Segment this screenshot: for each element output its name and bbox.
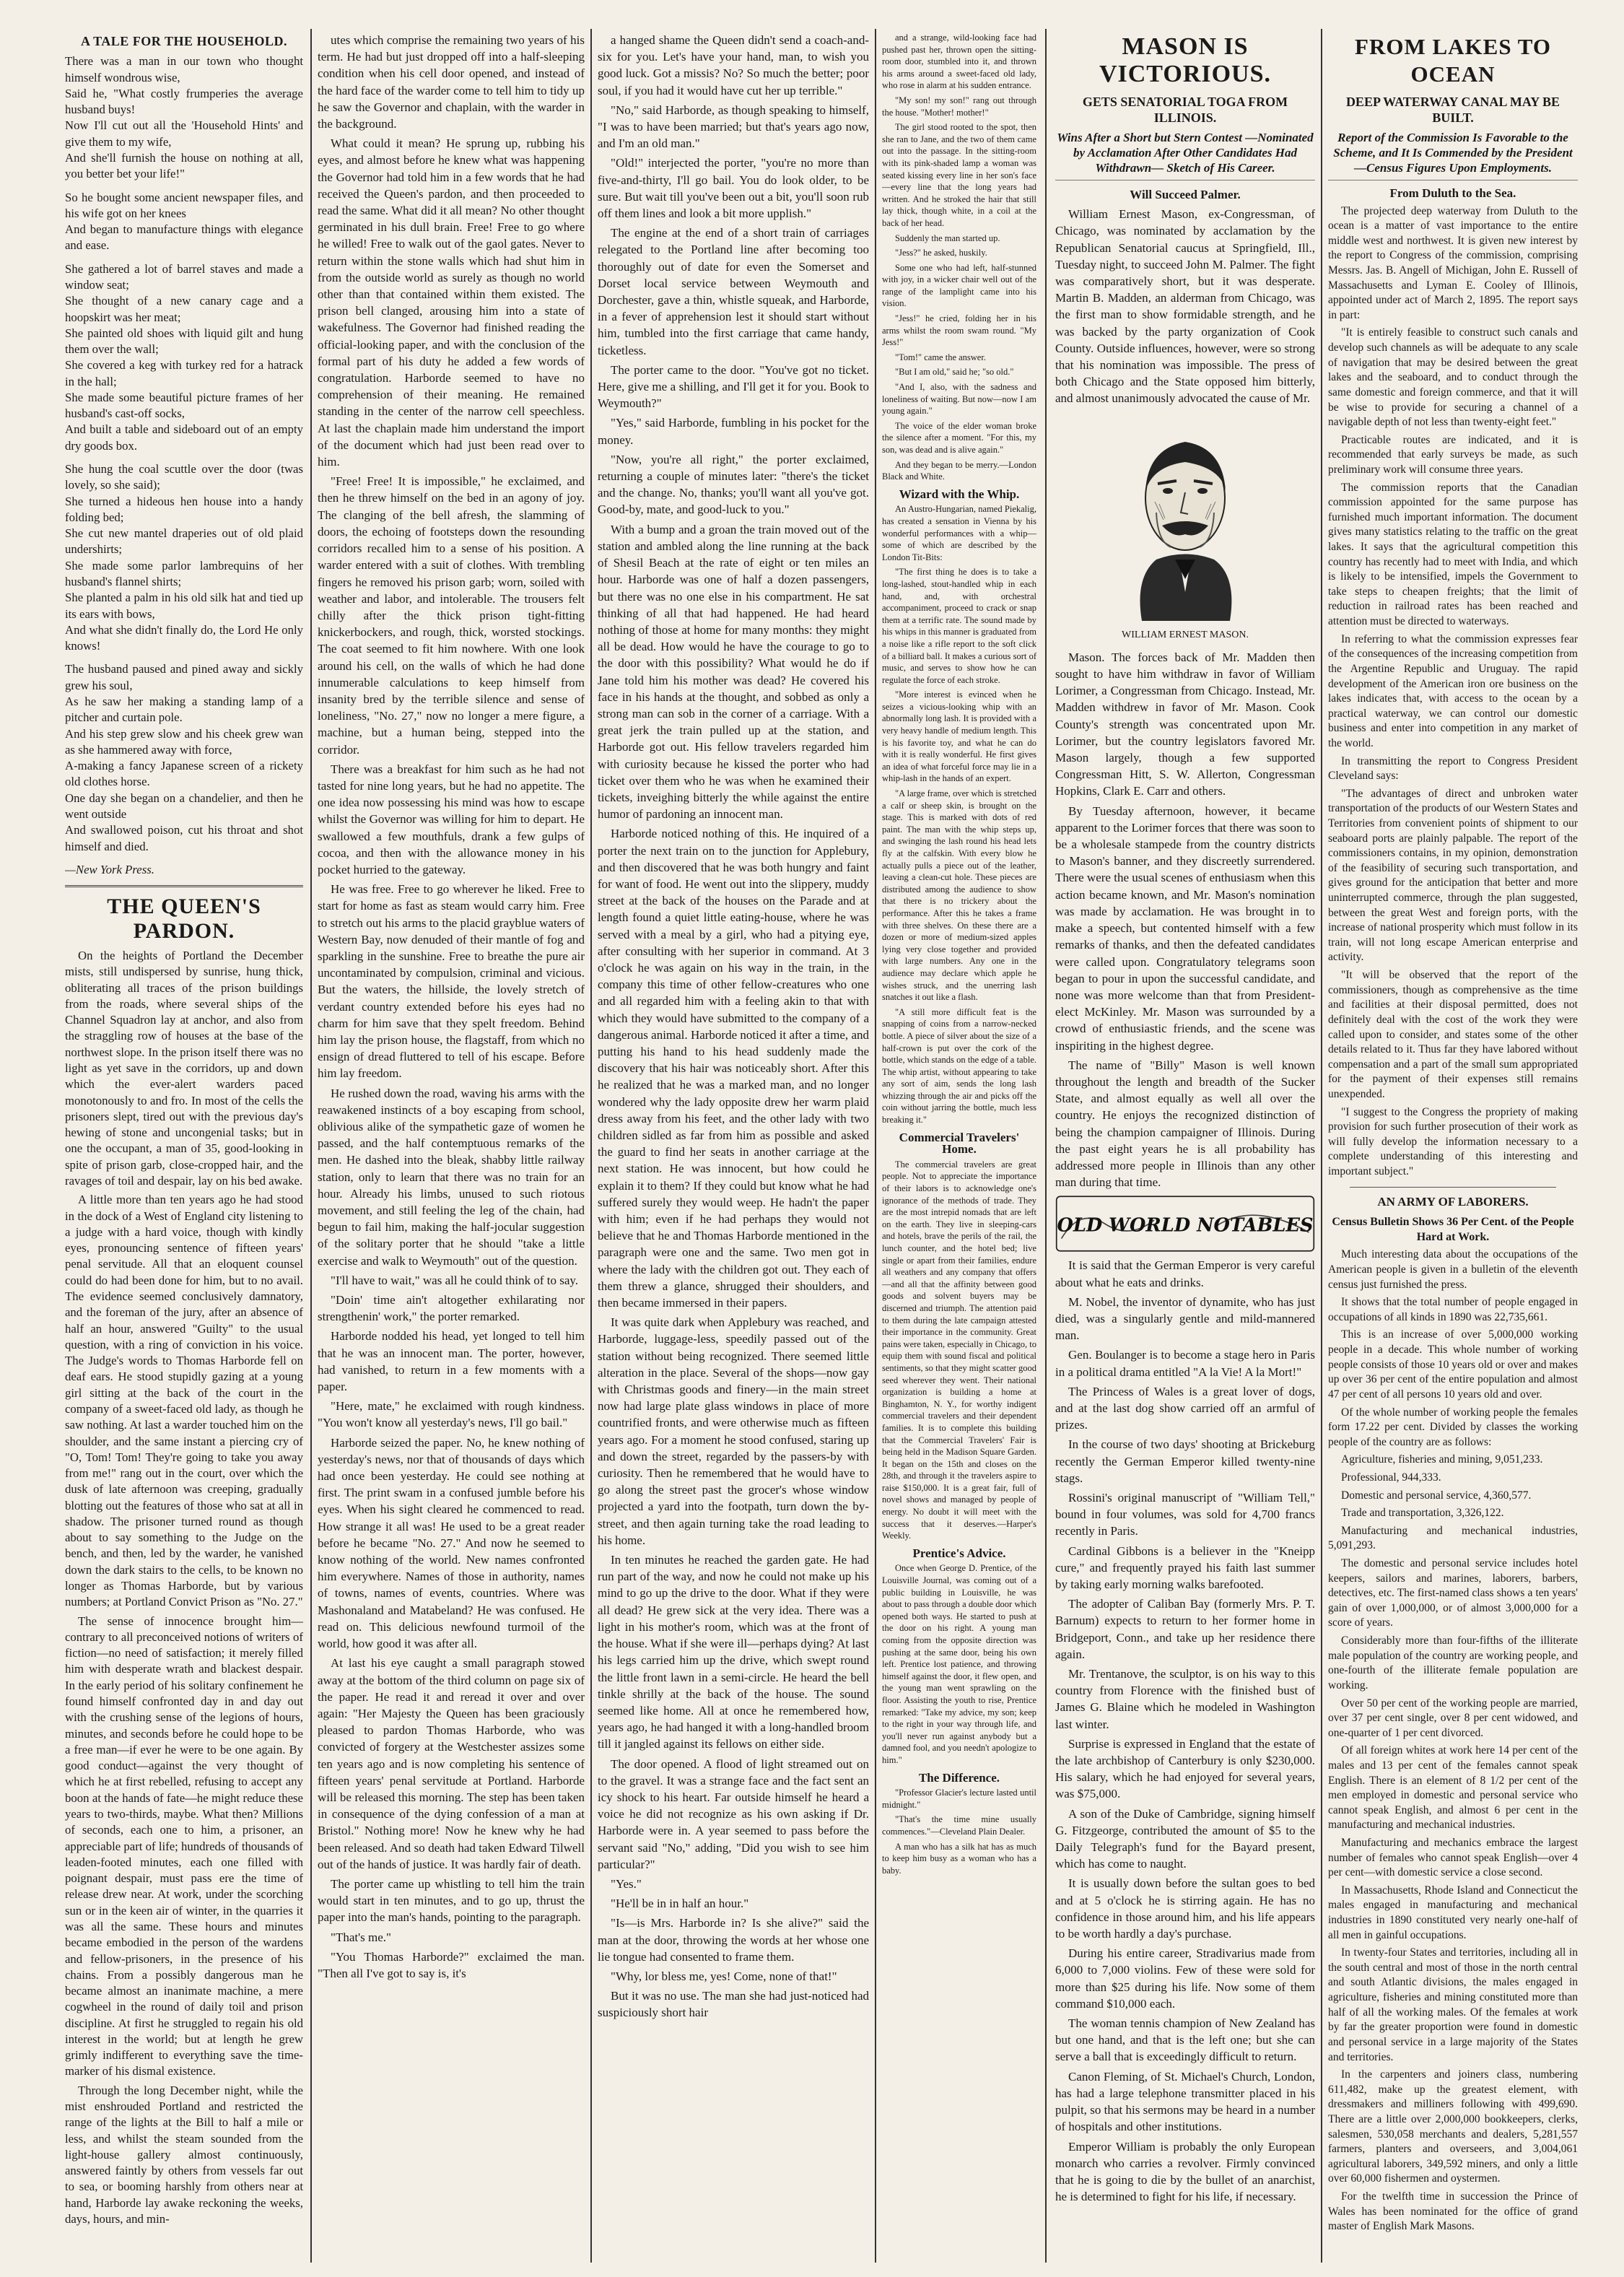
poem-line: She covered a keg with turkey red for a hatrack in the hall; <box>65 358 303 388</box>
paragraph: Manufacturing and mechanics embrace the largest number of females who cannot speak English—over 4 per cent—with domestic service a close second. <box>1328 1836 1578 1879</box>
prentice-body <box>882 1562 1036 1766</box>
paragraph: Some one who had left, half-stunned with joy, in a wicker chair well out of the range of the lamplight came into his vision. <box>882 262 1036 309</box>
paragraph: "No," said Harborde, as though speaking to himself, "I was to have been married; but that's years ago now, and I'm an old man." <box>598 103 869 151</box>
paragraph: In ten minutes he reached the garden gate. He had run part of the way, and now he could not make up his mind to go up the drive to the door. What if they were all dead? He grew sick at the very idea. There was a light in his mother's room, which was at the front of the house. What if she were ill—perhaps dying? At last his legs carried him up the drive, which swept round the little front lawn in a semi-circle. He heard the bell tinkle shrilly at the back of the house. The sound seemed like home. All at once he remembered how, years ago, he had hanged it with a long-handled broom till it jangled against its fellows on either side. <box>598 1553 869 1751</box>
paragraph: "And I, also, with the sadness and loneliness of waiting. But now—now I am young again." <box>882 382 1036 417</box>
poem-title: A TALE FOR THE HOUSEHOLD. <box>80 34 288 48</box>
poem-line: And what she didn't finally do, the Lord He only knows! <box>65 622 303 653</box>
column-6 <box>1328 32 1578 2260</box>
paragraph: "Professor Glacier's lecture lasted until midnight." <box>882 1788 1036 1810</box>
column-1 <box>65 32 303 2260</box>
notables-body <box>1055 1257 1315 2205</box>
notable-item: M. Nobel, the inventor of dynamite, who has just died, was a singularly gentle and mild-mannered man. <box>1055 1294 1315 1343</box>
poem-stanza <box>65 53 303 182</box>
paragraph: This is an increase of over 5,000,000 working people in a decade. This whole number of working people consists of those 10 years old or over and makes up over 36 per cent of the entire population and almost 47 per cent of all persons 10 years old and over. <box>1328 1328 1578 1401</box>
notable-item: The Princess of Wales is a great lover of dogs, and at the last dog show carried off an armful of prizes. <box>1055 1384 1315 1432</box>
notable-item: Mr. Trentanove, the sculptor, is on his way to this country from Florence with the finished bust of James G. Blaine which he modeled in Washington last winter. <box>1055 1667 1315 1731</box>
poem-line: She thought of a new canary cage and a hoopskirt was her meat; <box>65 294 303 324</box>
paragraph: "Doin' time ain't altogether exhilarating nor strengthenin' work," the porter remarked. <box>318 1293 585 1324</box>
paragraph: He rushed down the road, waving his arms with the reawakened instincts of a boy escaping from school, oblivious alike of the sympathetic gaze of women he passed, and the half contemptuous remarks of the men. He dashed into the bleak, shabby little railway station, only to learn that there was no train for an hour. Already his limbs, unused to such riotous movement, and still feeling the leg of the chain, had begun to fail him, making the half-jocular suggestion of the solitary porter that he should "take a little exercise and walk to Weymouth" out of the question. <box>318 1086 585 1268</box>
poem-line: She painted old shoes with liquid gilt and hung them over the wall; <box>65 326 303 357</box>
paragraph: "Jess?" he asked, huskily. <box>895 248 987 258</box>
paragraph: Once when George D. Prentice, of the Louisville Journal, was coming out of a public building in Louisville, he was about to pass through a double door which opened both ways. He started to push at the door on his right. A young man coming from the opposite direction was pushing at the same door, being his own left. Prentice lost patience, and throwing himself against the door, it flew open, and the young man went sprawling on the floor. Assisting the youth to rise, Prentice remarked: "Take my advice, my son; keep to the right in your way through life, and you'll never run against anybody but a damned fool, and you needn't apologize to him." <box>882 1563 1036 1765</box>
paragraph: "He'll be in in half an hour." <box>611 1897 749 1911</box>
story-title: THE QUEEN'S PARDON. <box>107 894 261 944</box>
paragraph: The porter came to the door. "You've got no ticket. Here, give me a shilling, and I'll get it for you. Book to Weymouth?" <box>598 362 869 411</box>
paragraph: By Tuesday afternoon, however, it became apparent to the Lorimer forces that there was soon to be a wholesale stampede from the country districts to Mason's banner, and they discreetly surrendered. There were the usual scenes of enthusiasm when this action became known, and Mr. Mason's nomination was made by acclamation. He was brought in to make a speech, but contented himself with a few remarks of thanks, and then the defeated candidates were called upon. Congratulatory telegrams soon began to pour in upon the successful candidate, and none was more welcome than that from President-elect McKinley. Mr. Mason was surrounded by a crowd of enthusiastic friends, and the scene was inspiriting in the highest degree. <box>1055 804 1315 1053</box>
paragraph: "You Thomas Harborde?" exclaimed the man. "Then all I've got to say is, it's <box>318 1949 585 1980</box>
paragraph: Domestic and personal service, 4,360,577. <box>1341 1489 1532 1502</box>
canal-headline: FROM LAKES TO OCEAN <box>1355 34 1551 87</box>
paragraph: Agriculture, fisheries and mining, 9,051,233. <box>1341 1453 1543 1466</box>
army-deck: Census Bulletin Shows 36 Per Cent. of the People Hard at Work. <box>1332 1216 1574 1243</box>
paragraph: The door opened. A flood of light streamed out on to the gravel. It was a strange face and the fact sent an icy shock to his heart. Far outside himself he heard a voice he did not recognize as his own asking if Dr. Harborde were in. A year seemed to pass before the servant said "No," adding, "Did you wish to see him particular?" <box>598 1756 869 1871</box>
poem-line: As he saw her making a standing lamp of a pitcher and curtain pole. <box>65 694 303 725</box>
old-world-notables-banner <box>1055 1195 1315 1253</box>
column-2 <box>318 32 585 2260</box>
paragraph: Practicable routes are indicated, and it is recommended that early surveys be made, as such preliminary work will consume three years. <box>1328 433 1578 476</box>
army-body <box>1328 1248 1578 2234</box>
prentice-title: Prentice's Advice. <box>912 1546 1006 1560</box>
mason-summary: Wins After a Short but Stern Contest —Nominated by Acclamation After Other Candidates Had Withdrawn— Sketch of His Career. <box>1055 130 1315 180</box>
paragraph: Mason. The forces back of Mr. Madden then sought to have him withdraw in favor of William Lorimer, a Congressman from Chicago. Instead, Mr. Madden withdrew in favor of Mr. Mason. Cook County's strength was concentrated upon Mr. Lorimer, but the country legislators favored Mr. Mason largely, though a few supported Congressman Hitt, S. W. Allerton, Congressman Hopkins, Clark E. Carr and others. <box>1055 650 1315 798</box>
paragraph: Through the long December night, while the mist enshrouded Portland and restricted the range of the lights at the Bill to half a mile or less, and whilst the steam sounded from the light-house gallery almost continuously, answered faintly by others from vessels far out to sea, or booming harshly from others near at hand, Harborde lay awake reckoning the weeks, days, hours, and min- <box>65 2083 303 2226</box>
canal-summary: Report of the Commission Is Favorable to the Scheme, and It Is Commended by the President—Census Figures Upon Employments. <box>1328 130 1578 180</box>
mason-deck: GETS SENATORIAL TOGA FROM ILLINOIS. <box>1082 95 1288 125</box>
paragraph: There was a breakfast for him such as he had not tasted for nine long years, but he had no appetite. The one idea now possessing his mind was how to escape whilst the Governor was willing for him to depart. He swallowed a few mouthfuls, drank a few gulps of cocoa, and then with the allowance money in his pocket hurried to the gateway. <box>318 762 585 876</box>
poem-stanza <box>65 261 303 454</box>
paragraph: It was quite dark when Applebury was reached, and Harborde, luggage-less, speedily passed out of the station without being recognized. There seemed little alteration in the place. Several of the shops—now gay with Christmas goods and finery—in the main street now had large plate glass windows in place of more countrified fronts, and were otherwise much as fifteen years ago. For a moment he stood confused, staring up and down the street, regarded by the passers-by with curiosity. Then he remembered that he would have to go along the street past the grocer's whose window projected a yard into the footpath, turn down the by-street, and then again turning take the road leading to his home. <box>598 1315 869 1547</box>
notable-item: Gen. Boulanger is to become a stage hero in Paris in a political drama entitled "A la Vie! A la Mort!" <box>1055 1348 1315 1379</box>
paragraph: The voice of the elder woman broke the silence after a moment. "For this, my son, was dead and is alive again." <box>882 420 1036 455</box>
paragraph: At last his eye caught a small paragraph stowed away at the bottom of the third column on page six of the paper. He read it and reread it over and over again: "Her Majesty the Queen has been graciously pleased to pardon Thomas Harborde, who was convicted of forgery at the Westchester assizes some ten years ago and is now completing his sentence of fifteen years' penal servitude at Portland. Harborde will be released this morning. The step has been taken in consequence of the dying confession of a man at Bristol." Nothing more! Now he knew why he had been released. And so death had taken Edward Tilwell out of the hands of justice. It was hardly fair of death. <box>318 1656 585 1871</box>
column-rule <box>1321 29 1322 2263</box>
poem <box>65 53 303 855</box>
paragraph: "Yes." <box>611 1876 642 1891</box>
notable-item: The woman tennis champion of New Zealand has but one hand, and that is the left one; but she can serve a ball that is exceedingly difficult to return. <box>1055 2016 1315 2064</box>
notable-item: Cardinal Gibbons is a believer in the "Kneipp cure," and frequently prayed his faith last summer by taking early morning walks barefooted. <box>1055 1544 1315 1591</box>
poem-credit: —New York Press. <box>65 862 154 876</box>
paragraph: The commercial travelers are great people. Not to appreciate the importance of their labors is to acknowledge one's ignorance of the methods of trade. They are the most intrepid nomads that are left on the earth. They live in sleeping-cars and hotels, brave the perils of the rail, the lunch counter, and the hotel bed; live single or apart from their families, endure all weathers and any company that offers—and all that the affinity between good goods and solvent buyers may be discerned and triumph. The attention paid to them during the late campaign attested their importance in the community. Great pains were taken, especially in Chicago, to equip them with sound fiscal and political sentiments, so that they might scatter good seed wherever they went. Their national organization is building a home at Binghamton, N. Y., for worthy indigent commercial travelers and their dependent families. It is to complete this building that the Commercial Travelers' Fair is being held in the Madison Square Garden. It began on the 15th and closes on the 28th, and through it the travelers aspire to raise $150,000. It is a great fair, full of novel shows and managed by people of energy. No doubt it will meet with the success that it deserves.—Harper's Weekly. <box>882 1159 1036 1541</box>
poem-line: She hung the coal scuttle over the door (twas lovely, so she said); <box>65 462 303 492</box>
paragraph: On the heights of Portland the December mists, still undispersed by sunrise, hung thick, obliterating all traces of the prison buildings from the roads, where several ships of the Channel Squadron lay at anchor, and also from the straggling row of houses at the base of the northwest slope. In the prison itself there was no light as yet save in the corridors, up and down which the ever-alert warders paced monotonously to and fro. In most of the cells the prisoners slept, tired out with the previous day's hewing of stone and uncongenial tasks; but in one the occupant, a man of 35, good-looking in spite of prison garb, close-cropped hair, and the ravages of toil and despair, lay on his bed awake. <box>65 949 303 1188</box>
poem-line: And built a table and sideboard out of an empty dry goods box. <box>65 422 303 453</box>
paragraph: and a strange, wild-looking face had pushed past her, thrown open the sitting-room door, stumbled into it, and thrown his arms around a sweet-faced old lady, who rose in alarm at his sudden entrance. <box>882 32 1036 91</box>
paragraph: But it was no use. The man she had just-noticed had suspiciously short hair <box>598 1989 869 2020</box>
poem-stanza <box>65 461 303 654</box>
story-continued <box>598 32 869 2021</box>
mason-headline: MASON IS VICTORIOUS. <box>1099 33 1272 87</box>
poem-line: So he bought some ancient newspaper files, and his wife got on her knees <box>65 190 303 220</box>
paragraph: "Is—is Mrs. Harborde in? Is she alive?" said the man at the door, throwing the words at her whose one lie tongue had consented to frame them. <box>598 1916 869 1964</box>
paragraph: Suddenly the man started up. <box>895 232 1000 243</box>
poem-line: She made some parlor lambrequins of her husband's flannel shirts; <box>65 558 303 588</box>
paragraph: "Why, lor bless me, yes! Come, none of that!" <box>611 1969 837 1983</box>
paragraph: The domestic and personal service includes hotel keepers, sailors and marines, laborers, barbers, detectives, etc. The first-named class shows a ten years' gain of over 1,000,000, or of almost 3,000,000 for a score of years. <box>1328 1557 1578 1629</box>
poem-line: And swallowed poison, cut his throat and shot himself and died. <box>65 823 303 853</box>
paragraph: "My son! my son!" rang out through the house. "Mother! mother!" <box>882 95 1036 118</box>
poem-line: One day she began on a chandelier, and then he went outside <box>65 791 303 821</box>
poem-line: And she'll furnish the house on nothing at all, you better bet your life!" <box>65 150 303 181</box>
difference-title: The Difference. <box>918 1770 1000 1785</box>
paragraph: "That's me." <box>331 1930 391 1944</box>
paragraph: Trade and transportation, 3,326,122. <box>1341 1507 1504 1520</box>
army-title: AN ARMY OF LABORERS. <box>1377 1194 1529 1209</box>
poem-line: She turned a hideous hen house into a handy folding bed; <box>65 494 303 524</box>
paragraph: "It is entirely feasible to construct such canals and develop such channels as will be adequate to any scale of navigation that may be desired between the great lakes and the seaboard, and to conduct through the same domestic and foreign commerce, and that it will be wise to provide for securing a channel of a navigable depth of not less than twenty-eight feet." <box>1328 326 1578 429</box>
paragraph: The commission reports that the Canadian commission appointed for the same purpose has furnished much important information. The document gives many statistics relating to the traffic on the great lakes. It says that the agricultural competition this country has recently had to meet with India, and which is likely to be intensified, impels the Government to take steps to cheapen freights; that the limit of reduction in railroad rates has been reached and attention must be directed to waterways. <box>1328 481 1578 628</box>
poem-line: She cut new mantel draperies out of old plaid undershirts; <box>65 526 303 557</box>
paragraph: a hanged shame the Queen didn't send a coach-and-six for you. Let's have your hand, man, to wish you good luck. Got a missis? No? So much the better; poor soul, if you had it would have cut her up terrible." <box>598 33 869 97</box>
whip-body <box>882 503 1036 1126</box>
paragraph: Of the whole number of working people the females form 17.22 per cent. Divided by classes the working people of the country are as follows: <box>1328 1406 1578 1448</box>
poem-line: She made some beautiful picture frames of her husband's cast-off socks, <box>65 390 303 421</box>
paragraph: In transmitting the report to Congress President Cleveland says: <box>1328 754 1578 783</box>
paragraph: "Now, you're all right," the porter exclaimed, returning a couple of minutes later: "there's the ticket and the change. No, thanks; you'll want all you've got. Good-by, mate, and good-luck to you." <box>598 452 869 517</box>
paragraph: "Free! Free! It is impossible," he exclaimed, and then he threw himself on the bed in an agony of joy. The clanging of the bell afresh, the slamming of doors, the echoing of footsteps down the resounding corridors recalled him to a sense of his position. A warder entered with a suit of clothes. With trembling fingers he removed his prison garb; worn, soiled with weather and labor, and intolerable. The trousers felt chilly after the thick prison tight-fitting knickerbockers, and rough, thick, worsted stockings. The coat seemed to fit him nowhere. With one look around his cell, on the walls of which he had done innumerable calculations to keep himself from insanity bred by the terrible silence and sense of loneliness, "No. 27," now no longer a mere figure, a machine, but a human being, stepped into the corridor. <box>318 474 585 757</box>
mason-subhead: Will Succeed Palmer. <box>1130 188 1241 201</box>
poem-line: Said he, "What costly frumperies the average husband buys! <box>65 86 303 117</box>
poem-line: The husband paused and pined away and sickly grew his soul, <box>65 662 303 692</box>
paragraph: "The first thing he does is to take a long-lashed, stout-handled whip in each hand, and, with orchestral accompaniment, proceed to crack or snap them at a terrific rate. The sound made by his whips in this manner is graduated from a noise like a rifle report to the soft click of a billiard ball. It makes a curious sort of music, and serves to show how he can regulate the force of each stroke. <box>882 567 1036 685</box>
travelers-title: Commercial Travelers' Home. <box>899 1130 1020 1157</box>
paragraph: In twenty-four States and territories, including all in the south central and most of those in the north central and south Atlantic divisions, the males engaged in agriculture, fisheries and mining constituted more than half of all the working males. Of the females at work by far the greater proportion were found in domestic and personal service in a large majority of the States and territories. <box>1328 1946 1578 2063</box>
paragraph: utes which comprise the remaining two years of his term. He had but just dropped off into a half-sleeping condition when his cell door opened, and instead of the hard face of the warder come to tell him to tidy up he saw the Governor and chaplain, with the warder in the background. <box>318 33 585 131</box>
notable-item: In the course of two days' shooting at Brickeburg recently the German Emperor killed twenty-nine stags. <box>1055 1437 1315 1485</box>
banner-text: OLD WORLD NOTABLES <box>1057 1214 1314 1237</box>
paragraph: The porter came up whistling to tell him the train would start in ten minutes, and to go up, thrust the paper into the man's hands, pointing to the paragraph. <box>318 1876 585 1925</box>
poem-line: She gathered a lot of barrel staves and made a window seat; <box>65 261 303 292</box>
column-3 <box>598 32 869 2260</box>
paragraph: A man who has a silk hat has as much to keep him busy as a woman who has a baby. <box>882 1841 1036 1876</box>
paragraph: Harborde nodded his head, yet longed to tell him that he was an innocent man. The porter, however, had vanished, to return in a few moments with a paper. <box>318 1329 585 1394</box>
paragraph: In referring to what the commission expresses fear of the consequences of the increasing competition from the Argentine Republic and Uruguay. The rapid development of the American iron ore business on the lakes indicates that, with access to the ocean by a practical waterway, we can control our domestic business and enter into competition in any market of the world. <box>1328 632 1578 749</box>
notable-item: A son of the Duke of Cambridge, signing himself G. Fitzgeorge, contributed the amount of $5 to the Daily Telegraph's fund for the Bayard present, which has come to naught. <box>1055 1806 1315 1871</box>
column-5 <box>1055 32 1315 2260</box>
paragraph: William Ernest Mason, ex-Congressman, of Chicago, was nominated by acclamation by the Republican Senatorial caucus at Springfield, Ill., Tuesday night, to succeed John M. Palmer. The fight was comparatively short, but it was desperate. Martin B. Madden, an alderman from Chicago, was the first man to show formidable strength, and he was backed by the party organization of Cook County. Outside influences, however, were so strong that his nomination was impossible. The press of both Chicago and the State opposed him bitterly, and almost unanimously advocated the cause of Mr. <box>1055 207 1315 406</box>
poem-stanza <box>65 661 303 854</box>
paragraph: It shows that the total number of people engaged in occupations of all kinds in 1890 was 22,735,661. <box>1328 1296 1578 1323</box>
paragraph: Manufacturing and mechanical industries, 5,091,293. <box>1328 1524 1578 1552</box>
paragraph: "Jess!" he cried, folding her in his arms whilst the room swam round. "My Jess!" <box>882 313 1036 348</box>
poem-line: She planted a palm in his old silk hat and tied up its ears with bows, <box>65 591 303 621</box>
notable-item: Rossini's original manuscript of "William Tell," bound in four volumes, was sold for 4,700 francs recently in Paris. <box>1055 1490 1315 1538</box>
paragraph: Considerably more than four-fifths of the illiterate male population of the country are working people, and one-fourth of the illiterate female population are working. <box>1328 1634 1578 1692</box>
paragraph: The sense of innocence brought him—contrary to all preconceived notions of writers of fiction—no need of satisfaction; it merely filled him with desperate wrath and blackest despair. In the early period of his solitary confinement he found himself confronted day in and day out with the crushing sense of the legions of hours, minutes, and seconds before he could hope to be a free man—if ever he were to be one again. By good conduct—against the very thought of which he at first rebelled, refusing to accept any boon at the hands of fate—he might reduce these years to two-thirds, maybe. What then? Millions of seconds, each one to him, a prisoner, an appreciable part of life; hundreds of thousands of leaden-footed minutes, each one filled with poignant despair, must pass ere the time of release drew near. At work, under the scorching sun or in the keen air of winter, in the quarries it was all the same. These hours and minutes became embodied in the person of the wardens and fellow-prisoners, in the presence of his chains. From a possibly dangerous man he became almost an inanimate machine, a mere cogwheel in the round of daily toil and prison discipline. At first he struggled to regain his old interest in the world; but at length he grew grimly indifferent to everything save the time-marker of his dismal existence. <box>65 1614 303 2078</box>
paragraph: A little more than ten years ago he had stood in the dock of a West of England city listening to a judge with a hard voice, though with kindly eyes, pronouncing sentence of fifteen years' penal servitude. All that an eloquent counsel could do had been done for him, but to no avail. The evidence seemed conclusively damnatory, and the foreman of the jury, after an absence of half an hour, answered "Guilty" to the usual question, with a ring of conviction in his voice. The Judge's words to Thomas Harborde fell on deaf ears. He stood stupidly gazing at a young girl sitting at the back of the court in the company of a sweet-faced old lady, as though he saw nothing. At last a warder touched him on the shoulder, and the same instant a piercing cry of "O, Tom! Tom! They're going to take you away from me!" rang out in the court, over which the dusk of late afternoon was creeping, gradually blotting out the features of those who sat at all in shadow. The prisoner turned round as though about to say something to the Judge on the bench, and then, led by the warder, he vanished down the dark stairs to the cells, to be known no longer as Thomas Harborde, but by various numbers; at Portland Convict Prison as "No. 27." <box>65 1193 303 1609</box>
paragraph: "A large frame, over which is stretched a calf or sheep skin, is brought on the stage. This is marked with dots of red paint. The man with the whip steps up, and swinging the lash round his head lets fly at the calfskin. With every blow he actually pulls a piece out of the leather, leaving a clean-cut hole. These pieces are distributed among the audience to show that there is no trickery about the performance. After this he takes a frame with three shelves. On these there are a dozen or more of medium-sized apples lying very close together and provided with large numbers. Any one in the audience may declare which apple he wishes struck, and the unerring lash snatches it out like a flash. <box>882 788 1036 1003</box>
notable-item: Emperor William is probably the only European monarch who carries a revolver. Firmly convinced that he is going to die by the bullet of an anarchist, he is determined to fight for his life, if necessary. <box>1055 2139 1315 2204</box>
paragraph: The girl stood rooted to the spot, then she ran to Jane, and the two of them came out into the passage. In the sitting-room with its pink-shaded lamp a woman was seated kissing every line in her son's face—every line that the long years had written. And he stroked the hair that still lay thick, though white, in a coil at the back of her head. <box>882 122 1036 228</box>
paragraph: "Yes," said Harborde, fumbling in his pocket for the money. <box>598 416 869 447</box>
paragraph: He was free. Free to go wherever he liked. Free to start for home as fast as steam would carry him. Free to stretch out his arms to the placid grayblue waters of Western Bay, now denuded of their mantle of fog and sparkling in the sunshine. Free to breathe the pure air uncontaminated by compulsion, criminal and vicious. But the waters, the hillside, the lovely stretch of verdant country extended before his eyes had no charm for him save that they spelt freedom. Behind him lay the prison house, the flagstaff, from which no ensign of dread fluttered to tell of his escape. Before him lay freedom. <box>318 882 585 1081</box>
mason-lead <box>1055 206 1315 406</box>
column-rule <box>1045 29 1047 2263</box>
paragraph: "Tom!" came the answer. <box>895 352 986 362</box>
column-4 <box>882 32 1036 2260</box>
canal-body <box>1328 204 1578 1180</box>
paragraph: Over 50 per cent of the working people are married, over 37 per cent single, over 8 per cent widowed, and one-quarter of 1 per cent divorced. <box>1328 1697 1578 1739</box>
paragraph: "Here, mate," he exclaimed with rough kindness. "You won't know all yesterday's news, I'll go bail." <box>318 1399 585 1430</box>
column-rule <box>875 29 876 2263</box>
column-rule <box>590 29 592 2263</box>
poem-line: And his step grew slow and his cheek grew wan as she hammered away with force, <box>65 726 303 757</box>
notable-item: It is usually down before the sultan goes to bed and at 5 o'clock he is stirring again. He has no confidence in those around him, and his life appears to be worth hardly a day's purchase. <box>1055 1876 1315 1941</box>
notable-item: The adopter of Caliban Bay (formerly Mrs. P. T. Barnum) expects to return to her former home in Bridgeport, Conn., and take up her residence there again. <box>1055 1597 1315 1661</box>
paragraph: "I'll have to wait," was all he could think of to say. <box>331 1273 579 1287</box>
paragraph: Professional, 944,333. <box>1341 1471 1441 1484</box>
notable-item: Surprise is expressed in England that the estate of the late archbishop of Canterbury is only $230,000. His salary, which he had enjoyed for several years, was $75,000. <box>1055 1736 1315 1801</box>
portrait-engraving <box>1113 412 1257 622</box>
paragraph: In the carpenters and joiners class, numbering 611,482, make up the greatest element, with dressmakers and milliners following with 499,690. There are a little over 2,000,000 bookkeepers, clerks, salesmen, 530,058 merchants and dealers, 5,281,557 farmers, planters and overseers, and 3,004,061 agricultural laborers, 349,592 miners, and only a little over 60,000 fishermen and oystermen. <box>1328 2068 1578 2185</box>
notable-item: Canon Fleming, of St. Michael's Church, London, has had a large telephone transmitter placed in his pulpit, so that his sermons may be heard in a number of hospitals and other institutions. <box>1055 2069 1315 2134</box>
paragraph: Harborde seized the paper. No, he knew nothing of yesterday's news, nor that of thousands of days which had once been yesterday. He could see nothing at first. The print swam in a confused jumble before his eyes. When his sight cleared he commenced to read. How strange it all was! He used to be a great reader before he became "No. 27." And now he seemed to know nothing of the world. New names confronted him everywhere. Names of those in authority, names of towns, names of events, countries. Where was Mashonaland and Matabeland? He was confused. He read on. This delicious newfound turmoil of the world, how good it was after all. <box>318 1435 585 1651</box>
paragraph: "That's the time mine usually commences."—Cleveland Plain Dealer. <box>882 1814 1036 1837</box>
paragraph: "More interest is evinced when he seizes a vicious-looking whip with an abnormally long lash. It is provided with a very heavy handle of medium length. This is his favorite toy, and what he can do with it is really wonderful. He first gives an idea of what forceful force may lie in a whip-lash in the hands of an expert. <box>882 689 1036 784</box>
story-body <box>65 948 303 2227</box>
paragraph: What could it mean? He sprung up, rubbing his eyes, and almost before he knew what was happening the Governor had told him in a few words that he had received the Queen's pardon, and then proceeded to read the same. What did it all mean? No other thought germinated in his dull brain. Free! Free to go where he willed! Free to walk out of the gaol gates. Never to return within the stone walls which had shut him in from the outside world as surely as though no world other than that contained within them existed. The prison bell clanged, arousing him into a state of wakefulness. The Governor had finished reading the official-looking paper, and with the conclusion of the formal part of his duty he added a few words of congratulation. Harborde seemed to have no comprehension of their meaning. He remained standing in the center of the narrow cell speechless. At last the chaplain made him understand the import of the document which had just been read over to him. <box>318 136 585 469</box>
paragraph: "Old!" interjected the porter, "you're no more than five-and-thirty, I'll go bail. You do look older, to be sure. But wait till you've been out a bit, you'll soon rub off them lines and look a bit more upplish." <box>598 156 869 221</box>
paragraph: In Massachusetts, Rhode Island and Connecticut the males engaged in manufacturing and mechanical industries in 1890 constituted very nearly one-half of all men in gainful occupations. <box>1328 1884 1578 1941</box>
paragraph: For the twelfth time in succession the Prince of Wales has been nominated for the office of grand master of English Mark Masons. <box>1328 2190 1578 2233</box>
column-rule <box>310 29 312 2263</box>
paragraph: The projected deep waterway from Duluth to the ocean is a matter of vast importance to the entire middle west and northwest. It is given new interest by the report to Congress of the commission, comprising Messrs. Jas. B. Angell of Michigan, John E. Russell of Massachusetts and Lyman E. Cooley of Illinois, appointed under act of March 2, 1895. The report says in part: <box>1328 204 1578 321</box>
story-ending <box>882 32 1036 483</box>
paragraph: "I suggest to the Congress the propriety of making provision for such further prosecution of their work as will fully develop the information necessary to a complete understanding of this interesting and important subject." <box>1328 1105 1578 1177</box>
paragraph: Much interesting data about the occupations of the American people is given in a bulletin of the eleventh census just furnished the press. <box>1328 1248 1578 1291</box>
difference-body <box>882 1787 1036 1876</box>
paragraph: "A still more difficult feat is the snapping of coins from a narrow-necked bottle. A piece of silver about the size of a half-crown is put over the cork of the bottle, which stands on the edge of a table. The whip artist, without appearing to take any sort of aim, sends the long lash whizzing through the air and picks off the coin without jarring the bottle, much less breaking it." <box>882 1006 1036 1126</box>
paragraph: The name of "Billy" Mason is well known throughout the length and breadth of the Sucker State, and almost equally as well all over the country. He enjoys the recognized distinction of being the champion campaigner of Illinois. During the past eight years he is all probability has addressed more people in Illinois than any other man during that time. <box>1055 1058 1315 1190</box>
poem-line: And began to manufacture things with elegance and ease. <box>65 222 303 253</box>
poem-stanza <box>65 190 303 254</box>
notable-item: During his entire career, Stradivarius made from 6,000 to 7,000 violins. Few of these were sold for more than $25 during his life. Now some of them command $10,000 each. <box>1055 1946 1315 2011</box>
travelers-body <box>882 1159 1036 1542</box>
paragraph: And they began to be merry.—London Black and White. <box>882 459 1036 482</box>
paragraph: An Austro-Hungarian, named Piekalig, has created a sensation in Vienna by his wonderful performances with a whip—some of which are described by the London Tit-Bits: <box>882 504 1036 562</box>
canal-subhead: From Duluth to the Sea. <box>1389 186 1516 200</box>
paragraph: "It will be observed that the report of the commissioners, though as comprehensive as the time and facilities at their disposal permitted, does not definitely deal with the cost of the work they were called upon to consider, and states some of the other details related to it. Thus far they have labored without compensation and a part of the small sum appropriated for the payment of their expenses still remains unexpended. <box>1328 969 1578 1100</box>
mason-body <box>1055 649 1315 1191</box>
poem-line: Now I'll cut out all the 'Household Hints' and give them to my wife, <box>65 118 303 149</box>
poem-line: A-making a fancy Japanese screen of a rickety old clothes horse. <box>65 759 303 789</box>
paragraph: "But I am old," said he; "so old." <box>895 367 1014 378</box>
paragraph: Of all foreign whites at work here 14 per cent of the males and 13 per cent of the females cannot speak English. There is an element of 8 1/2 per cent of the men employed in domestic and personal service who cannot speak English, and almost 6 per cent in the manufacturing and mechanical industries. <box>1328 1744 1578 1832</box>
canal-deck: DEEP WATERWAY CANAL MAY BE BUILT. <box>1345 95 1560 125</box>
paragraph: Harborde noticed nothing of this. He inquired of a porter the next train on to the junction for Applebury, and then discovered that he was both hungry and faint for want of food. He went out into the slippery, muddy street at the back of the houses on the Parade and at length found a quiet little eating-house, where he was served with a meal by a girl, who had a pitying eye, after consulting with her superior in command. At 3 o'clock he was again on his way in the train, in the company this time of other fellow-creatures who one and all regarded him with a feeling akin to that with which they would have submitted to the company of a dangerous animal. Harborde noticed it after a time, and putting his hand to his head suddenly made the discovery that his hair was noticeably short. After this he realized that he was a marked man, and no longer wondered why the lady opposite drew her warm plaid dress away from his feet, and the other lady with two children sidled as far from him as possible and asked the guard to find her seats in another carriage at the next station. He was innocent, but how could he explain it to them? If they could but know what he had suffered surely they would weep. He hadn't the paper with him; even if he had perhaps they would not believe that he and Thomas Harborde mentioned in the paragraph were one and the same. Two men got in where the lady with the children got out. They each of them threw a glance, shrugged their shoulders, and then became immersed in their papers. <box>598 827 869 1310</box>
paragraph: With a bump and a groan the train moved out of the station and ambled along the line running at the back of Shesil Beach at the rate of eight or ten miles an hour. Harborde was one of half a dozen passengers, but there was no one else in his compartment. He sat thinking of all that had happened. He had heard nothing of those at home for many months: they might all be dead. How would he have the courage to go to the door with this possibility? What would he do if Jane told him his mother was dead? He covered his face in his hands at the thought, and sobbed as only a strong man can sob in the corner of a carriage. With a great jerk the train pulled up at the station, and Harborde got out. His fellow travelers regarded him with curiosity because he kissed the porter who had ticket over them who he was when he examined their tickets, inveighing bitterly the while against the entire humor of pardoning an innocent man. <box>598 522 869 822</box>
paragraph: The engine at the end of a short train of carriages relegated to the Portland line after becoming too thoroughly out of date for even the Somerset and Dorset local service between Weymouth and Dorchester, gave a thin, whistle squeak, and Harborde, in a fever of apprehension lest it should start without him, tumbled into the first carriage that came handy, ticketless. <box>598 226 869 357</box>
notable-item: It is said that the German Emperor is very careful about what he eats and drinks. <box>1055 1258 1315 1289</box>
poem-line: There was a man in our town who thought himself wondrous wise, <box>65 54 303 84</box>
portrait-caption: WILLIAM ERNEST MASON. <box>1122 629 1249 640</box>
paragraph: "The advantages of direct and unbroken water transportation of the products of our Western States and Territories from convenient points of shipment to our seaboard ports are plainly palpable. The report of the commissioners contains, in my opinion, demonstration of the feasibility of securing such transportation, and gives ground for the anticipation that better and more uninterrupted commerce, through the plan suggested, between the great West and foreign ports, with the increase of national prosperity which must follow in its train, will not long escape American enterprise and activity. <box>1328 787 1578 964</box>
story-continued <box>318 32 585 1982</box>
whip-title: Wizard with the Whip. <box>899 487 1020 501</box>
